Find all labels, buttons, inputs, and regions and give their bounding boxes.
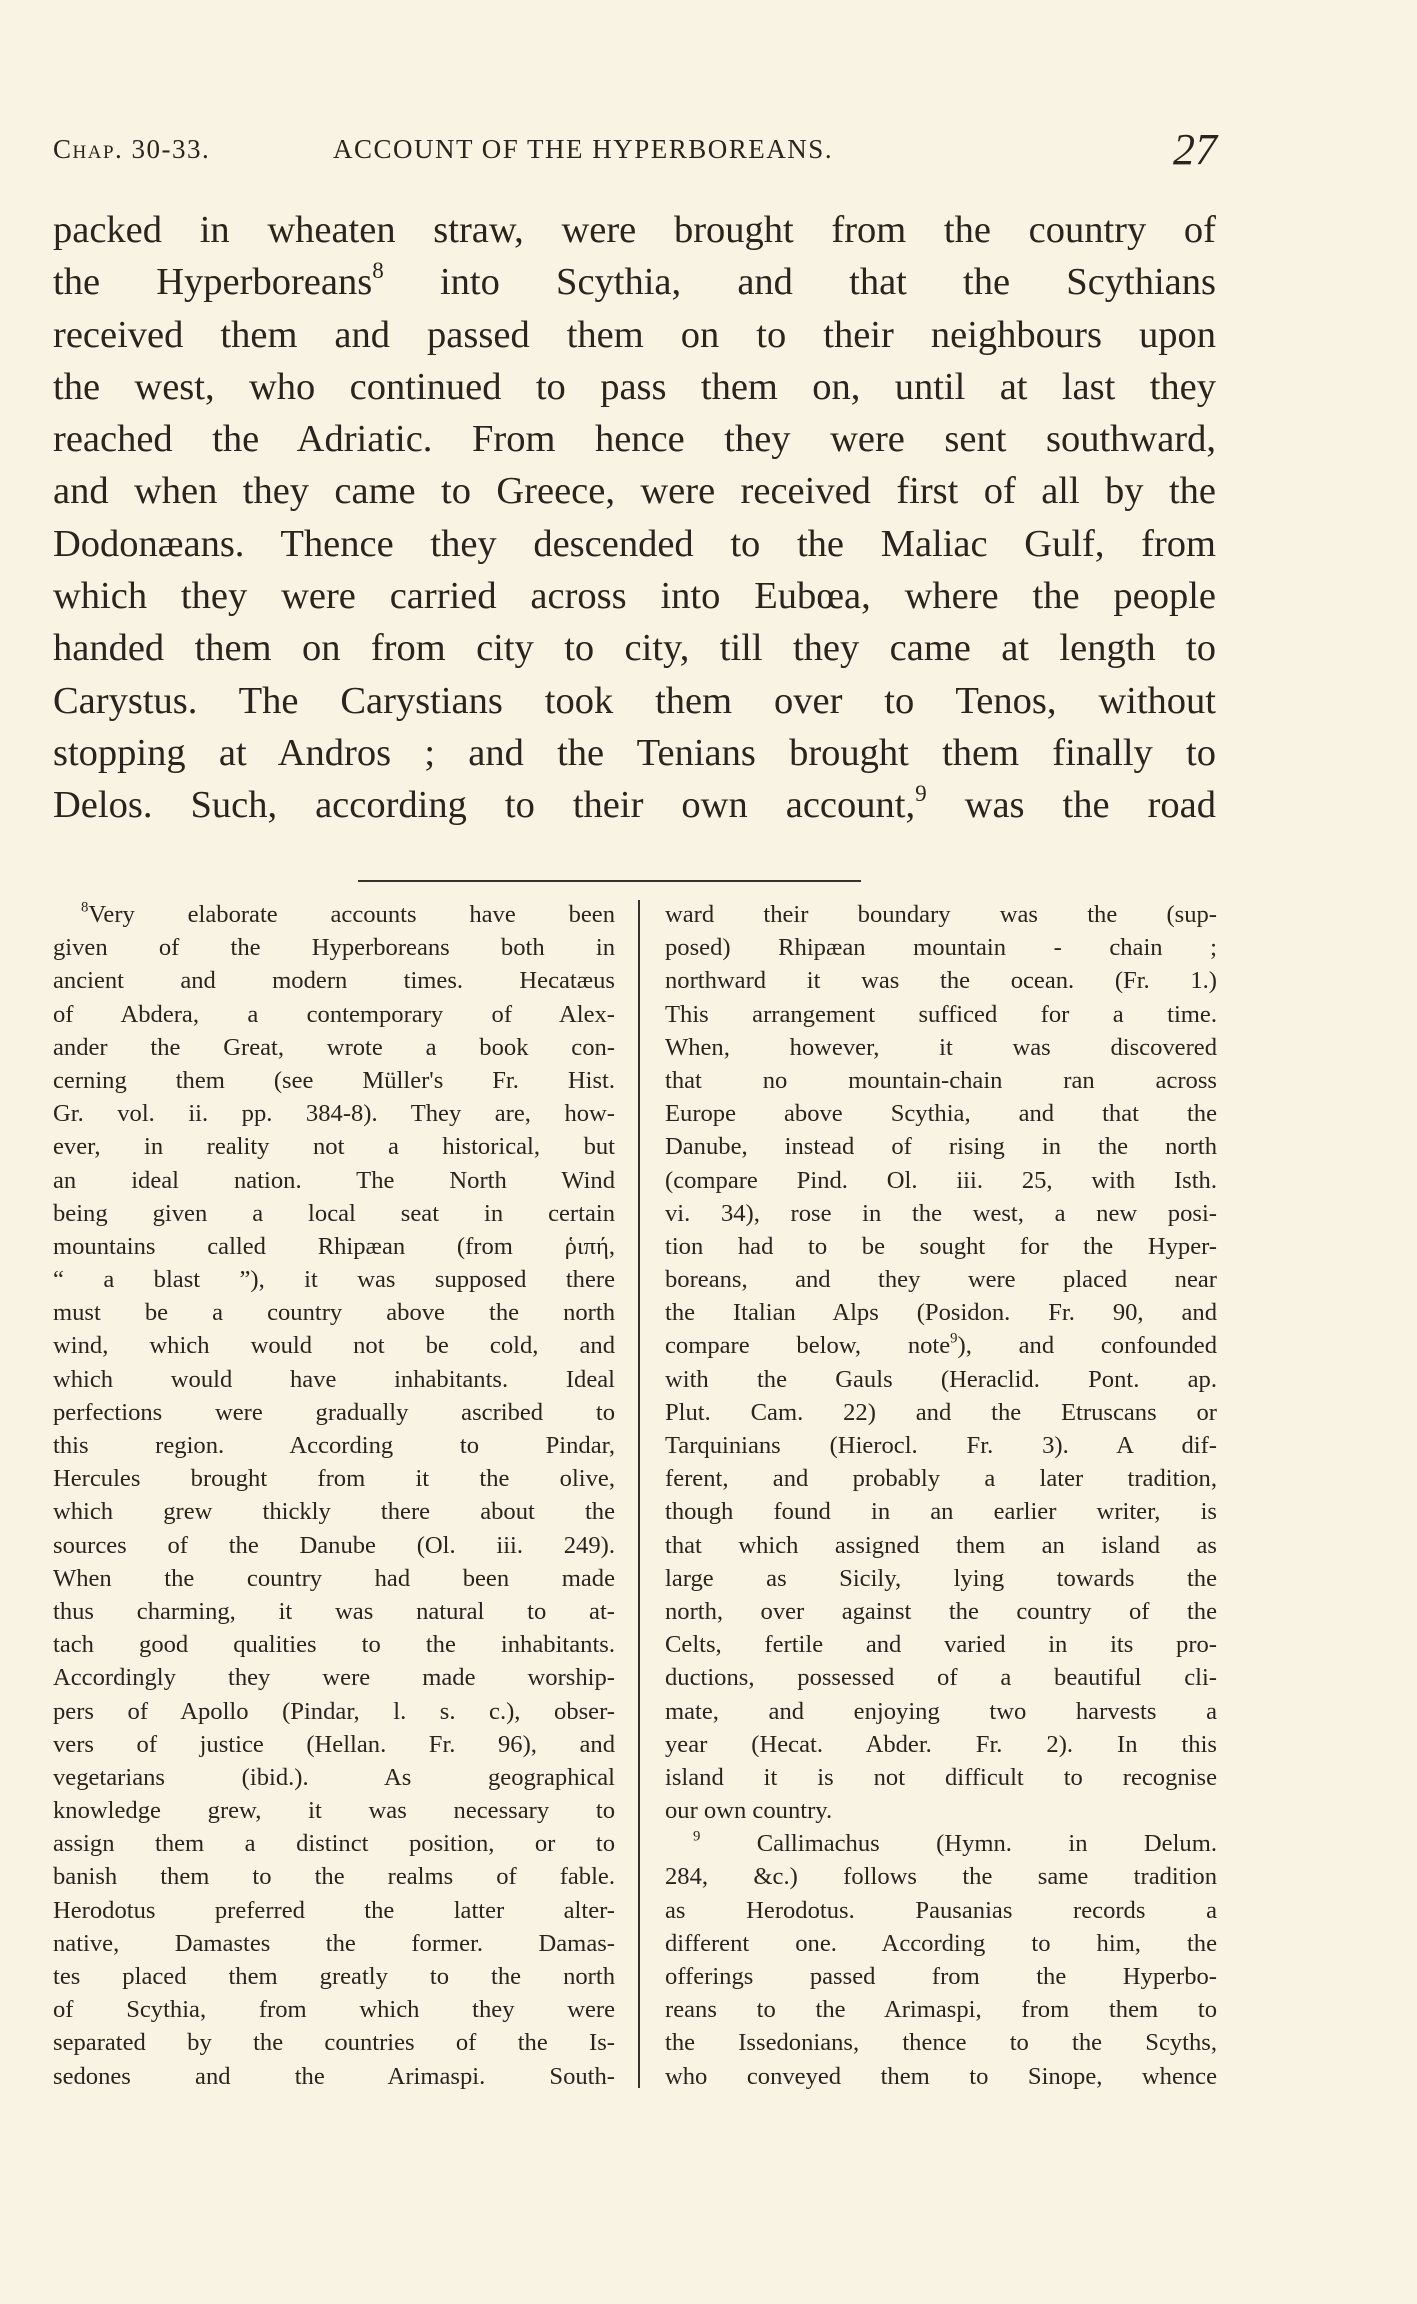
footnote-line: Celts, fertile and varied in its pro-: [665, 1631, 1217, 1659]
footnote-line: 284, &c.) follows the same tradition: [665, 1863, 1217, 1891]
footnote-line: mountains called Rhipæan (from ῥιπή,: [53, 1232, 615, 1260]
column-divider: [638, 900, 640, 2088]
main-line: received them and passed them on to their neighbours upon: [53, 313, 1216, 356]
main-line: Delos. Such, according to their own account,$^9$ was the road: [53, 780, 1216, 827]
footnote-line: that which assigned them an island as: [665, 1531, 1217, 1559]
footnote-line: sedones and the Arimaspi. South-: [53, 2062, 615, 2090]
footnote-line: vers of justice (Hellan. Fr. 96), and: [53, 1730, 615, 1758]
footnote-line: ever, in reality not a historical, but: [53, 1133, 615, 1161]
footnote-line: ductions, possessed of a beautiful cli-: [665, 1664, 1217, 1692]
footnote-line: north, over against the country of the: [665, 1597, 1217, 1625]
footnote-line: given of the Hyperboreans both in: [53, 934, 615, 962]
footnote-line: vi. 34), rose in the west, a new posi-: [665, 1199, 1217, 1227]
footnote-line: Tarquinians (Hierocl. Fr. 3). A dif-: [665, 1432, 1217, 1459]
running-title: ACCOUNT OF THE HYPERBOREANS.: [333, 134, 834, 164]
footnote-line: posed) Rhipæan mountain - chain ;: [665, 934, 1217, 962]
main-line: Carystus. The Carystians took them over to Tenos, without: [53, 679, 1216, 722]
footnote-line: year (Hecat. Abder. Fr. 2). In this: [665, 1730, 1217, 1758]
footnote-line: large as Sicily, lying towards the: [665, 1564, 1217, 1592]
footnote-line: $^9$ Callimachus (Hymn. in Delum.: [693, 1828, 1217, 1858]
main-line: and when they came to Greece, were received first of all by the: [53, 470, 1216, 513]
footnote-line: as Herodotus. Pausanias records a: [665, 1896, 1217, 1924]
footnote-line: mate, and enjoying two harvests a: [665, 1697, 1217, 1725]
footnote-line: tion had to be sought for the Hyper-: [665, 1232, 1217, 1260]
footnote-ref-9: 9: [915, 780, 927, 807]
footnote-line: Europe above Scythia, and that the: [665, 1100, 1217, 1128]
footnote-line: the Italian Alps (Posidon. Fr. 90, and: [665, 1299, 1217, 1327]
footnote-line: boreans, and they were placed near: [665, 1266, 1217, 1294]
footnote-line: ancient and modern times. Hecatæus: [53, 967, 615, 995]
footnote-ref-9: 9: [950, 1331, 958, 1348]
main-line: which they were carried across into Eubœa, where the people: [53, 575, 1216, 618]
footnotes-left-column: [53, 898, 615, 2093]
footnote-line: an ideal nation. The North Wind: [53, 1166, 615, 1194]
footnote-ref-8: 8: [372, 257, 384, 284]
footnote-line: reans to the Arimaspi, from them to: [665, 1996, 1217, 2024]
footnote-line: of Scythia, from which they were: [53, 1996, 615, 2024]
footnote-line: $^8$Very elaborate accounts have been: [81, 899, 615, 928]
footnote-line: island it is not difficult to recognise: [665, 1763, 1217, 1791]
footnote-line: perfections were gradually ascribed to: [53, 1398, 615, 1426]
footnote-line: This arrangement sufficed for a time.: [665, 1000, 1217, 1028]
footnote-line: ferent, and probably a later tradition,: [665, 1465, 1217, 1493]
footnote-line: When the country had been made: [53, 1564, 615, 1592]
footnote-line: though found in an earlier writer, is: [665, 1498, 1217, 1526]
footnote-marker-9: 9: [693, 1828, 701, 1845]
footnote-line: Herodotus preferred the latter alter-: [53, 1896, 615, 1924]
footnote-line: cerning them (see Müller's Fr. Hist.: [53, 1066, 615, 1094]
footnote-line: Danube, instead of rising in the north: [665, 1133, 1217, 1161]
footnote-line: “ a blast ”), it was supposed there: [53, 1266, 615, 1294]
running-header: [53, 125, 1217, 174]
footnote-line: with the Gauls (Heraclid. Pont. ap.: [665, 1365, 1217, 1393]
footnote-line: (compare Pind. Ol. iii. 25, with Isth.: [665, 1166, 1217, 1194]
footnote-line: vegetarians (ibid.). As geographical: [53, 1763, 615, 1791]
footnote-line: native, Damastes the former. Damas-: [53, 1929, 615, 1957]
footnote-line: Accordingly they were made worship-: [53, 1664, 615, 1692]
main-line: reached the Adriatic. From hence they were sent southward,: [53, 418, 1216, 461]
footnote-line: Gr. vol. ii. pp. 384-8). They are, how-: [53, 1100, 615, 1128]
footnote-line: When, however, it was discovered: [665, 1033, 1217, 1061]
footnote-line: ward their boundary was the (sup-: [665, 901, 1217, 928]
footnote-line: offerings passed from the Hyperbo-: [665, 1963, 1217, 1990]
footnote-marker-8: 8: [81, 899, 89, 916]
footnote-line: compare below, note$^9$), and confounded: [665, 1331, 1217, 1360]
footnote-line: ander the Great, wrote a book con-: [53, 1033, 615, 1061]
footnote-line: who conveyed them to Sinope, whence: [665, 2062, 1217, 2090]
footnote-line: being given a local seat in certain: [53, 1199, 615, 1227]
footnote-line: separated by the countries of the Is-: [53, 2029, 615, 2057]
footnote-line: tach good qualities to the inhabitants.: [53, 1631, 615, 1659]
footnote-line: which would have inhabitants. Ideal: [53, 1365, 615, 1393]
footnote-line: assign them a distinct position, or to: [53, 1830, 615, 1858]
main-line: Dodonæans. Thence they descended to the Maliac Gulf, from: [53, 522, 1216, 565]
main-line: the west, who continued to pass them on, until at last they: [53, 365, 1216, 408]
footnote-line: must be a country above the north: [53, 1299, 615, 1327]
footnote-line: which grew thickly there about the: [53, 1498, 615, 1526]
main-line: the Hyperboreans$^8$ into Scythia, and that the Scythians: [53, 257, 1216, 304]
footnote-line: tes placed them greatly to the north: [53, 1963, 615, 1990]
main-line: packed in wheaten straw, were brought from the country of: [53, 209, 1216, 251]
footnote-line: knowledge grew, it was necessary to: [53, 1797, 615, 1825]
main-line: stopping at Andros ; and the Tenians brought them finally to: [53, 731, 1216, 774]
footnote-line: pers of Apollo (Pindar, l. s. c.), obser-: [53, 1697, 615, 1725]
footnote-line: wind, which would not be cold, and: [53, 1332, 615, 1360]
footnote-separator: [358, 880, 861, 882]
footnote-line: Hercules brought from it the olive,: [53, 1465, 615, 1493]
footnote-line: that no mountain-chain ran across: [665, 1066, 1217, 1094]
footnote-line: thus charming, it was natural to at-: [53, 1597, 615, 1625]
footnotes-right-column: [665, 898, 1217, 2093]
footnote-line: this region. According to Pindar,: [53, 1432, 615, 1459]
footnote-line: northward it was the ocean. (Fr. 1.): [665, 967, 1217, 995]
main-text: [53, 204, 1216, 832]
footnote-line: Plut. Cam. 22) and the Etruscans or: [665, 1398, 1217, 1426]
footnote-line: our own country.: [665, 1797, 833, 1825]
footnote-line: banish them to the realms of fable.: [53, 1863, 615, 1891]
footnote-line: sources of the Danube (Ol. iii. 249).: [53, 1531, 615, 1559]
main-line: handed them on from city to city, till they came at length to: [53, 627, 1216, 670]
footnote-line: the Issedonians, thence to the Scyths,: [665, 2029, 1217, 2057]
footnote-line: different one. According to him, the: [665, 1929, 1217, 1957]
footnote-line: of Abdera, a contemporary of Alex-: [53, 1000, 615, 1028]
chapter-reference: Chap. 30-33.: [53, 134, 211, 164]
page-number: 27: [1173, 125, 1217, 174]
